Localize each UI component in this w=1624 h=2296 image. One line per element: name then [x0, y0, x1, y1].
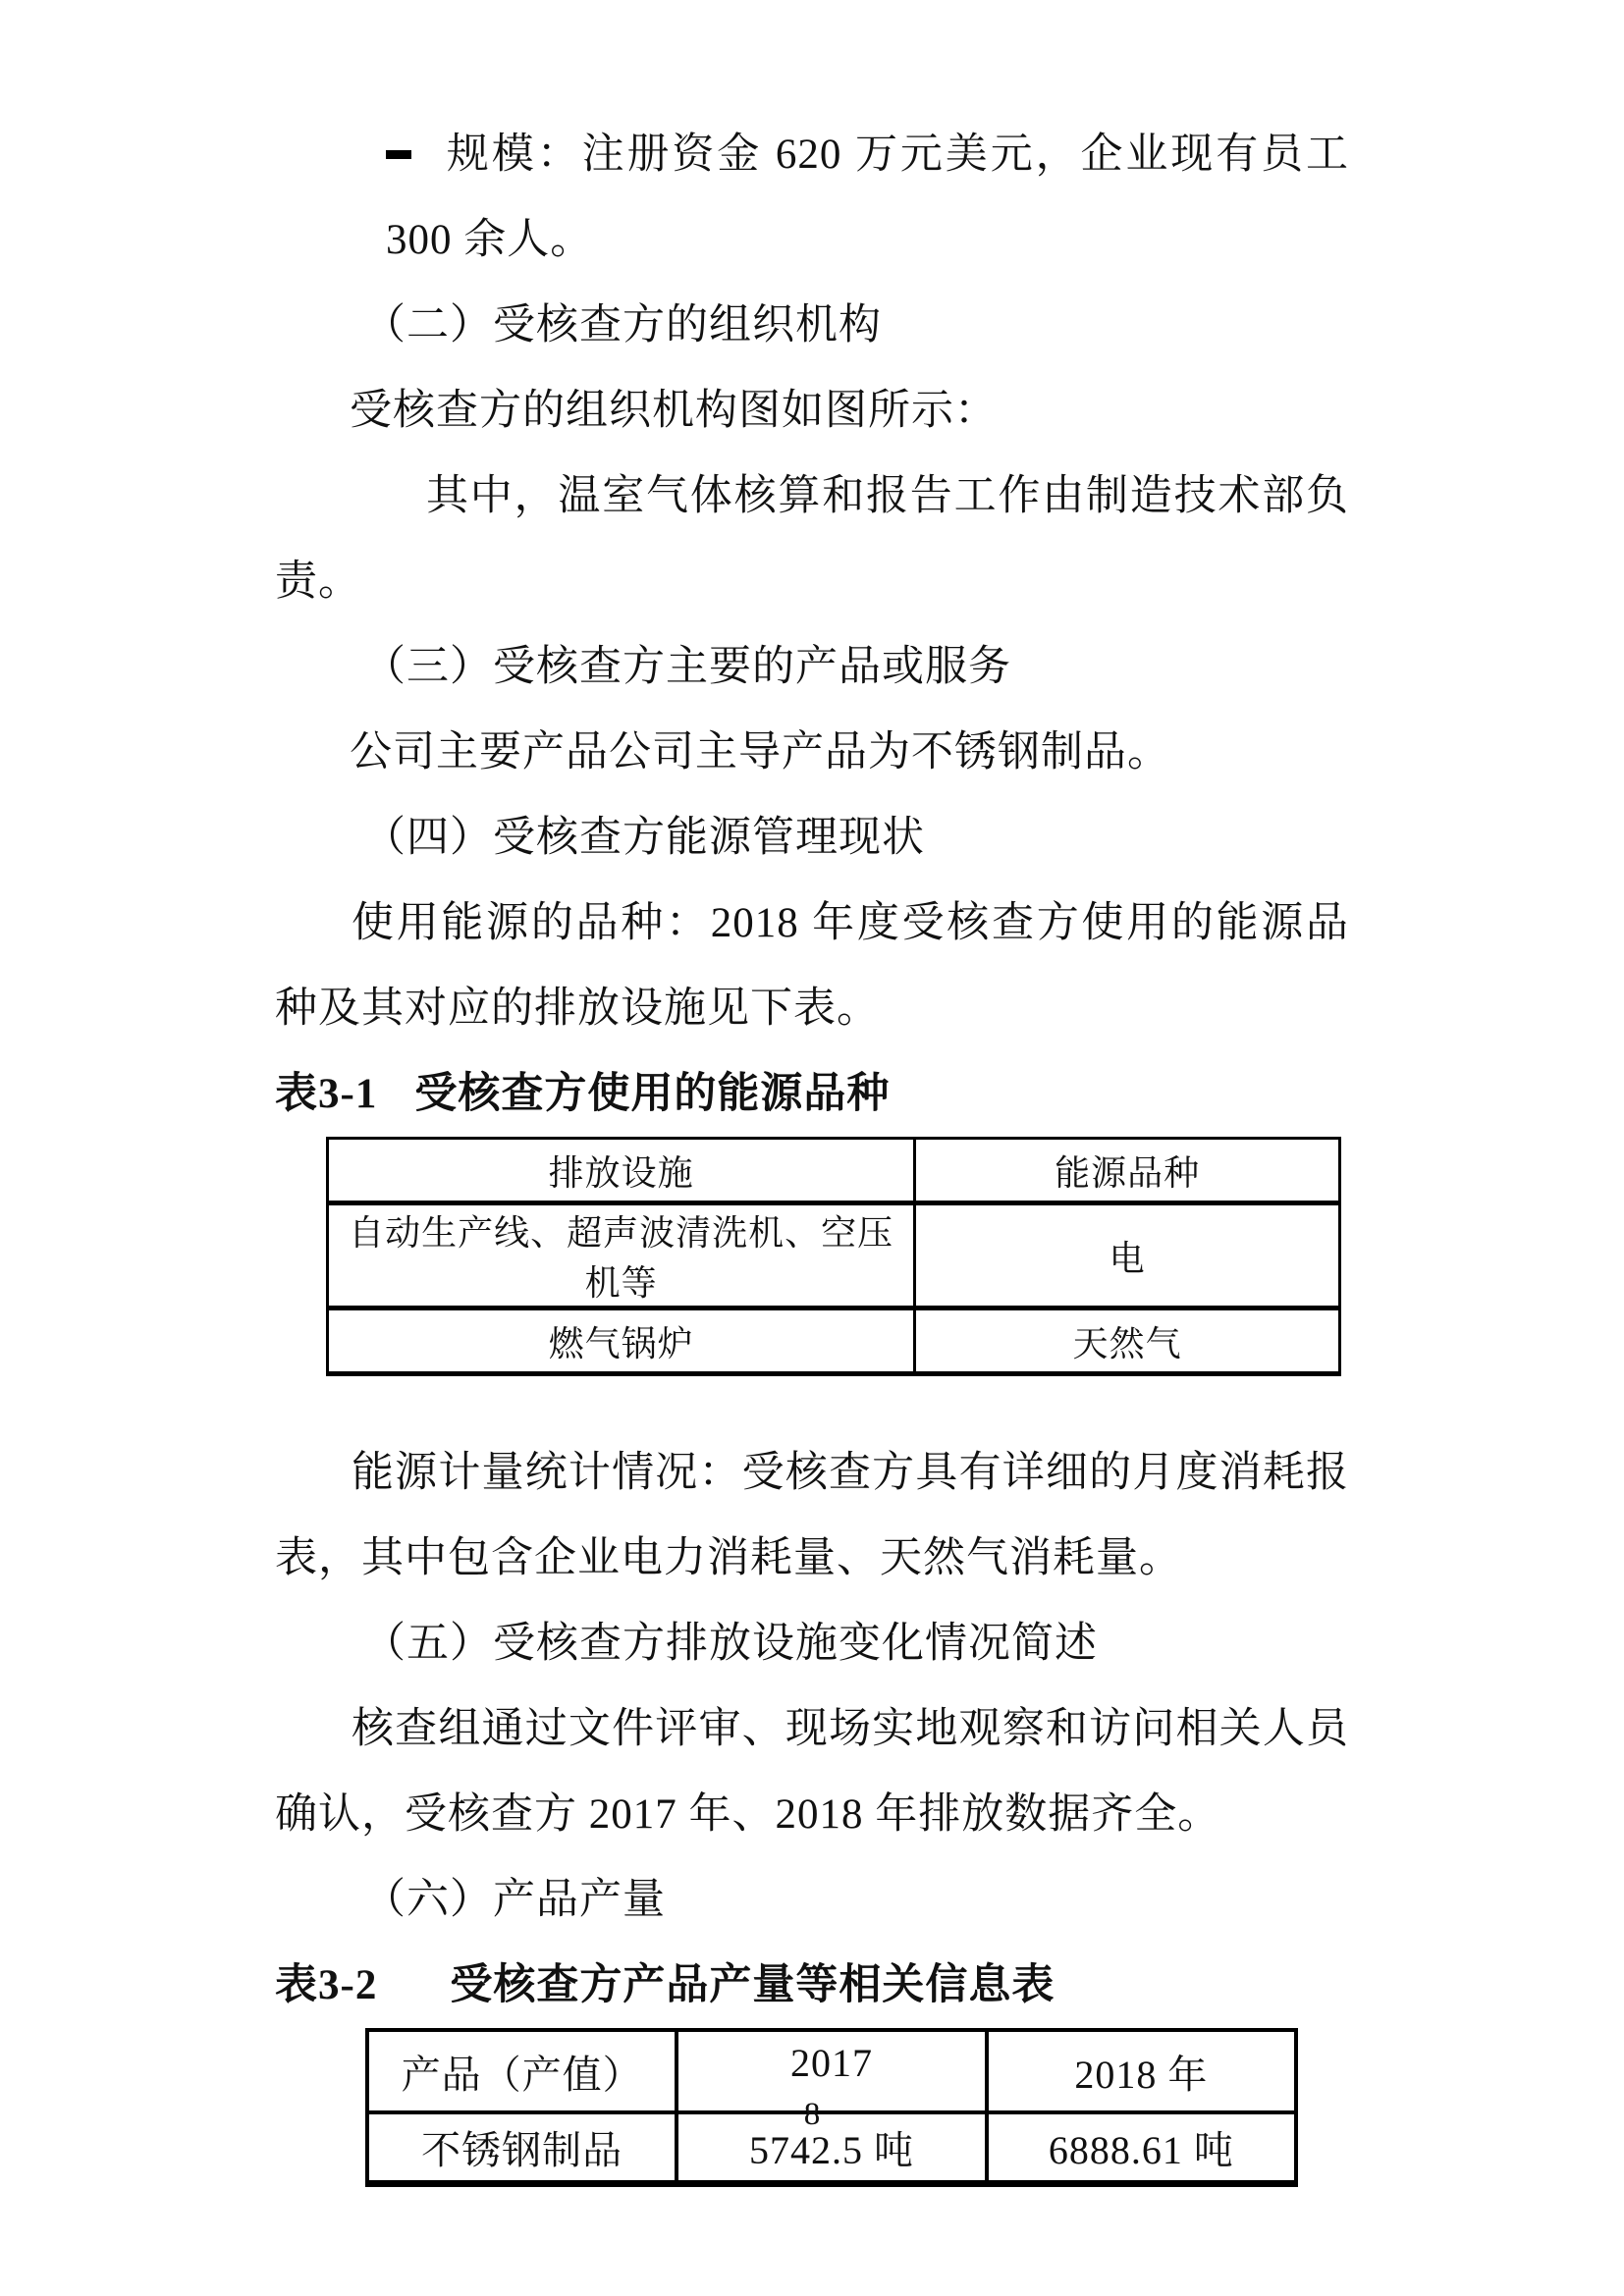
table-3-2-title: 受核查方产品产量等相关信息表 — [450, 1962, 1056, 2008]
table-3-1-row-boiler — [328, 1308, 1340, 1374]
heading-section-3: （三）受核查方主要的产品或服务 — [363, 644, 1011, 690]
paragraph-org-note: 其中，温室气体核算和报告工作由制造技术部负责。 — [275, 473, 1349, 605]
heading-section-2: （二）受核查方的组织机构 — [363, 302, 882, 348]
paragraph-facility-changes: 核查组通过文件评审、现场实地观察和访问相关人员确认，受核查方 2017 年、2018 年排放数据齐全。 — [275, 1706, 1349, 1838]
page-content — [275, 112, 1349, 2187]
paragraph-energy-metering: 能源计量统计情况：受核查方具有详细的月度消耗报表，其中包含企业电力消耗量、天然气消耗量。 — [275, 1450, 1349, 1581]
paragraph-scale-text: 规模：注册资金 620 万元美元，企业现有员工 300 余人。 — [386, 132, 1349, 263]
table-3-1-cell-facility-2: 燃气锅炉 — [328, 1308, 915, 1374]
table-3-2-header-product: 产品（产值） — [367, 2030, 677, 2112]
paragraph-scale — [275, 112, 1349, 283]
table-3-1-header-energy: 能源品种 — [915, 1139, 1340, 1203]
table-3-2-caption — [275, 1943, 1349, 2028]
dash-bullet-icon — [386, 150, 411, 159]
table-3-1-cell-energy-2: 天然气 — [915, 1308, 1340, 1374]
table-3-1-title: 受核查方使用的能源品种 — [414, 1071, 891, 1117]
table-3-1-cell-facility-1: 自动生产线、超声波清洗机、空压机等 — [328, 1203, 915, 1308]
table-3-2-cell-2017-output: 5742.5 吨 — [677, 2112, 986, 2184]
table-3-1-cell-energy-1: 电 — [915, 1203, 1340, 1308]
table-3-2-cell-2018-output: 6888.61 吨 — [987, 2112, 1296, 2184]
paragraph-energy-types: 使用能源的品种：2018 年度受核查方使用的能源品种及其对应的排放设施见下表。 — [275, 900, 1349, 1032]
table-3-2-header-2018: 2018 年 — [987, 2030, 1296, 2112]
paragraph-products: 公司主要产品公司主导产品为不锈钢制品。 — [350, 729, 1170, 775]
table-3-1-caption — [275, 1051, 1349, 1137]
heading-section-5: （五）受核查方排放设施变化情况简述 — [363, 1621, 1098, 1667]
table-3-1 — [326, 1137, 1341, 1376]
table-3-1-header-facility: 排放设施 — [328, 1139, 915, 1203]
table-3-1-row-electric — [328, 1203, 1340, 1308]
table-3-1-header-row — [328, 1139, 1340, 1203]
paragraph-org-chart: 受核查方的组织机构图如图所示： — [350, 388, 998, 434]
table-3-2-cell-product: 不锈钢制品 — [367, 2112, 677, 2184]
table-3-2-label: 表3-2 — [275, 1962, 378, 2008]
heading-section-4: （四）受核查方能源管理现状 — [363, 815, 925, 861]
table-3-2-header-2017: 2017 — [677, 2030, 986, 2112]
page-number: 8 — [803, 2097, 821, 2132]
heading-section-6: （六）产品产量 — [363, 1877, 666, 1923]
table-3-1-label: 表3-1 — [275, 1071, 378, 1117]
